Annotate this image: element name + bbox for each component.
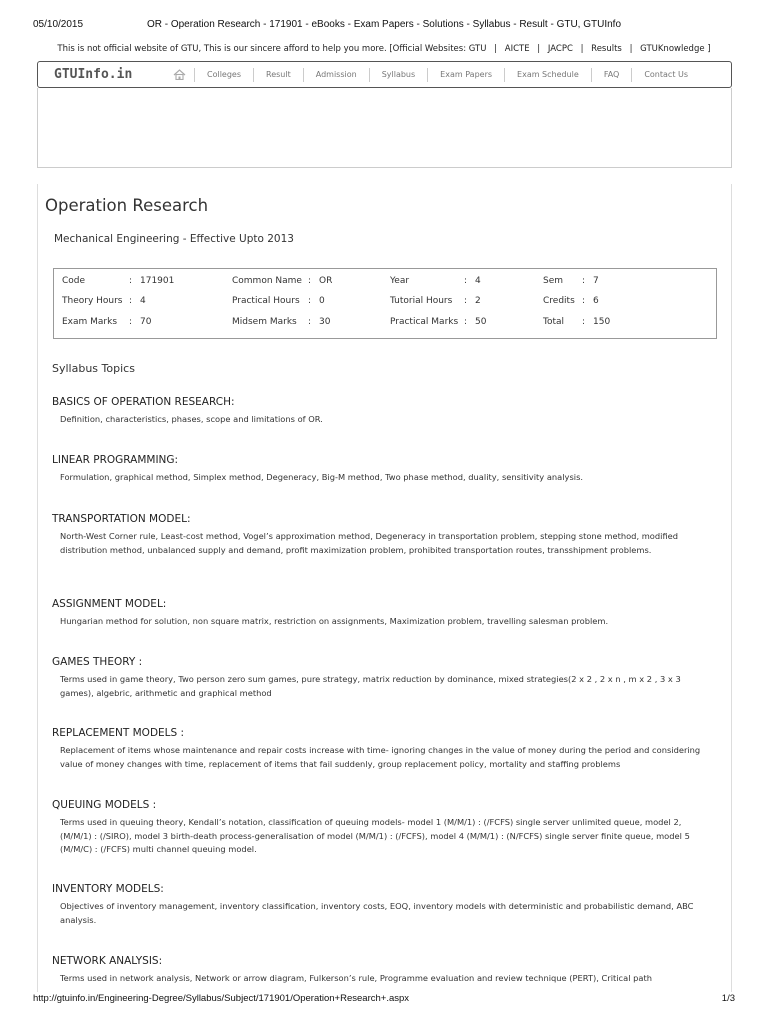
- info-value-midsem-marks: 30: [319, 317, 331, 327]
- page-subtitle: Mechanical Engineering - Effective Upto 2013: [54, 233, 294, 245]
- syllabus-topic: [52, 727, 712, 771]
- info-value-common-name: OR: [319, 276, 333, 286]
- topic-title: BASICS OF OPERATION RESEARCH:: [52, 396, 235, 408]
- nav-syllabus[interactable]: Syllabus: [369, 68, 427, 82]
- info-value-code: 171901: [140, 276, 175, 286]
- ad-placeholder: [37, 88, 732, 168]
- topic-description: Formulation, graphical method, Simplex method, Degeneracy, Big-M method, Two phase method, duality, sensitivity analysis.: [60, 472, 584, 482]
- link-jacpc[interactable]: JACPC: [547, 44, 573, 54]
- syllabus-topic: [52, 656, 712, 700]
- top-navbar: [37, 61, 732, 88]
- info-value-sem: 7: [593, 276, 599, 286]
- topic-title: ASSIGNMENT MODEL:: [52, 598, 167, 610]
- topic-description: Replacement of items whose maintenance and repair costs increase with time- ignoring changes in the value of money during the period and considering value of money changes with time, replacement of items that fail suddenly, group replacement policy, mortality and staffing problems: [60, 745, 701, 769]
- topic-title: NETWORK ANALYSIS:: [52, 955, 163, 967]
- syllabus-topic: [52, 396, 712, 427]
- syllabus-topic: [52, 598, 712, 629]
- info-value-total: 150: [593, 317, 611, 327]
- info-label-common-name: Common Name: [232, 276, 302, 286]
- topic-description: Objectives of inventory management, inventory classification, inventory costs, EOQ, inventory models with deterministic and probabilistic demand, ABC analysis.: [60, 901, 694, 925]
- info-label-total: Total: [543, 317, 565, 327]
- page-number: 1/3: [721, 993, 735, 1004]
- nav-admission[interactable]: Admission: [303, 68, 369, 82]
- syllabus-topic: [52, 955, 712, 990]
- nav-exam-papers[interactable]: Exam Papers: [427, 68, 504, 82]
- home-link[interactable]: [164, 65, 194, 84]
- nav-colleges[interactable]: Colleges: [194, 68, 253, 82]
- nav-result[interactable]: Result: [253, 68, 303, 82]
- info-label-code: Code: [62, 276, 86, 286]
- link-results[interactable]: Results: [591, 44, 622, 54]
- syllabus-topic: [52, 454, 712, 485]
- nav-contact-us[interactable]: Contact Us: [631, 68, 700, 82]
- site-logo[interactable]: GTUInfo.in: [54, 67, 133, 82]
- topic-title: REPLACEMENT MODELS :: [52, 727, 185, 739]
- info-label-credits: Credits: [543, 296, 575, 306]
- info-value-credits: 6: [593, 296, 599, 306]
- nav-exam-schedule[interactable]: Exam Schedule: [504, 68, 591, 82]
- print-date: 05/10/2015: [33, 19, 84, 30]
- topic-title: GAMES THEORY :: [52, 656, 143, 668]
- topic-title: QUEUING MODELS :: [52, 799, 157, 811]
- print-url: http://gtuinfo.in/Engineering-Degree/Syllabus/Subject/171901/Operation+Research+.aspx: [33, 993, 410, 1004]
- disclaimer-text: This is not official website of GTU, This is our sincere afford to help you more. [Official Websites: GTU: [57, 44, 487, 54]
- home-icon: [173, 65, 186, 84]
- info-label-year: Year: [390, 276, 410, 286]
- info-label-practical-marks: Practical Marks: [390, 317, 459, 327]
- topic-description: Definition, characteristics, phases, scope and limitations of OR.: [60, 414, 323, 424]
- info-label-practical-hours: Practical Hours: [232, 296, 300, 306]
- info-value-year: 4: [475, 276, 481, 286]
- disclaimer-bar: This is not official website of GTU, This is our sincere afford to help you more. [Official Websites: GTU | AICTE | JACPC | Results | GTUKnowledge ]: [57, 44, 711, 54]
- topic-description: Hungarian method for solution, non square matrix, restriction on assignments, Maximization problem, travelling salesman problem.: [60, 616, 609, 626]
- info-value-practical-hours: 0: [319, 296, 325, 306]
- link-aicte[interactable]: AICTE: [504, 44, 530, 54]
- nav-faq[interactable]: FAQ: [591, 68, 632, 82]
- syllabus-topic: [52, 883, 712, 927]
- syllabus-topic: [52, 799, 712, 857]
- info-value-tutorial-hours: 2: [475, 296, 481, 306]
- link-gtuknowledge[interactable]: GTUKnowledge ]: [640, 44, 711, 54]
- info-value-theory-hours: 4: [140, 296, 146, 306]
- info-label-sem: Sem: [543, 276, 564, 286]
- topic-title: INVENTORY MODELS:: [52, 883, 164, 895]
- topic-description: North-West Corner rule, Least-cost method, Vogel’s approximation method, Degeneracy in transportation problem, stepping stone method, modified distribution method, unbalanced supply and demand, profit maximization problem, prohibited transportation routes, transshipment problems.: [60, 531, 679, 555]
- info-label-tutorial-hours: Tutorial Hours: [390, 296, 453, 306]
- page-title: Operation Research: [45, 196, 209, 215]
- info-label-theory-hours: Theory Hours: [62, 296, 123, 306]
- topic-title: TRANSPORTATION MODEL:: [52, 513, 191, 525]
- topic-title: LINEAR PROGRAMMING:: [52, 454, 179, 466]
- subject-info-table: Code : 171901 Common Name : OR Year : 4 Sem : 7 Theory Hours : 4 Practical Hours : 0 Tutorial Hours : 2 Credits : 6 Exam Marks : 70 Midsem Marks : 30 Practical Marks : 50 Total : 150: [53, 268, 717, 339]
- info-label-midsem-marks: Midsem Marks: [232, 317, 297, 327]
- topic-description: Terms used in network analysis, Network or arrow diagram, Fulkerson’s rule, Programme evaluation and review technique (PERT), Critical path: [60, 973, 653, 983]
- syllabus-topic: [52, 513, 712, 557]
- info-value-exam-marks: 70: [140, 317, 152, 327]
- syllabus-heading: Syllabus Topics: [52, 362, 135, 375]
- topic-description: Terms used in queuing theory, Kendall’s notation, classification of queuing models- model 1 (M/M/1) : (/FCFS) single server unlimited queue, model 2, (M/M/1) : (/SIRO), model 3 birth-death process-generalisation of model (M/M/1) : (/FCFS), model 4 (M/M/1) : (N/FCFS) single server finite queue, model 5 (M/M/C) : (/FCFS) multi channel queuing model.: [60, 817, 690, 854]
- topic-description: Terms used in game theory, Two person zero sum games, pure strategy, matrix reduction by dominance, mixed strategies(2 x 2 , 2 x n , m x 2 , 3 x 3 games), algebric, arithmetic and graphical method: [60, 674, 681, 698]
- info-value-practical-marks: 50: [475, 317, 487, 327]
- print-title: OR - Operation Research - 171901 - eBooks - Exam Papers - Solutions - Syllabus - Result - GTU, GTUInfo: [146, 19, 622, 30]
- info-label-exam-marks: Exam Marks: [62, 317, 118, 327]
